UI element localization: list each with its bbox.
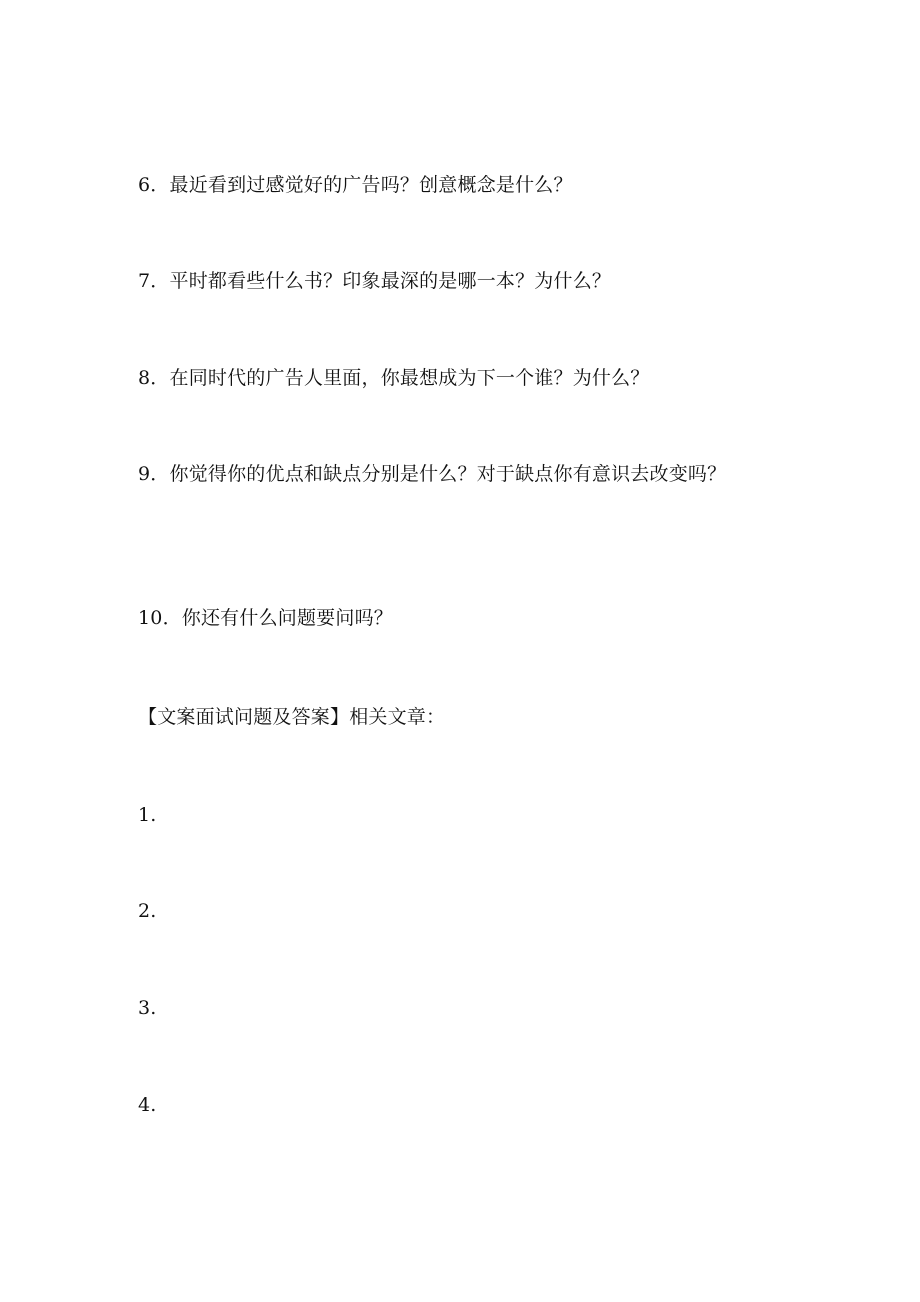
question-6: 6．最近看到过感觉好的广告吗？创意概念是什么？ [138, 174, 573, 196]
question-9: 9．你觉得你的优点和缺点分别是什么？对于缺点你有意识去改变吗？ [138, 463, 727, 485]
question-10: 10．你还有什么问题要问吗？ [138, 607, 393, 629]
related-article-item[interactable]: 1. [138, 804, 157, 826]
related-article-item[interactable]: 2. [138, 900, 157, 922]
related-articles-heading: 【文案面试问题及答案】相关文章： [138, 706, 446, 728]
related-article-item[interactable]: 3. [138, 997, 157, 1019]
question-7: 7．平时都看些什么书？印象最深的是哪一本？为什么？ [138, 270, 612, 292]
related-article-item[interactable]: 4. [138, 1094, 157, 1116]
question-8: 8．在同时代的广告人里面，你最想成为下一个谁？为什么？ [138, 367, 650, 389]
